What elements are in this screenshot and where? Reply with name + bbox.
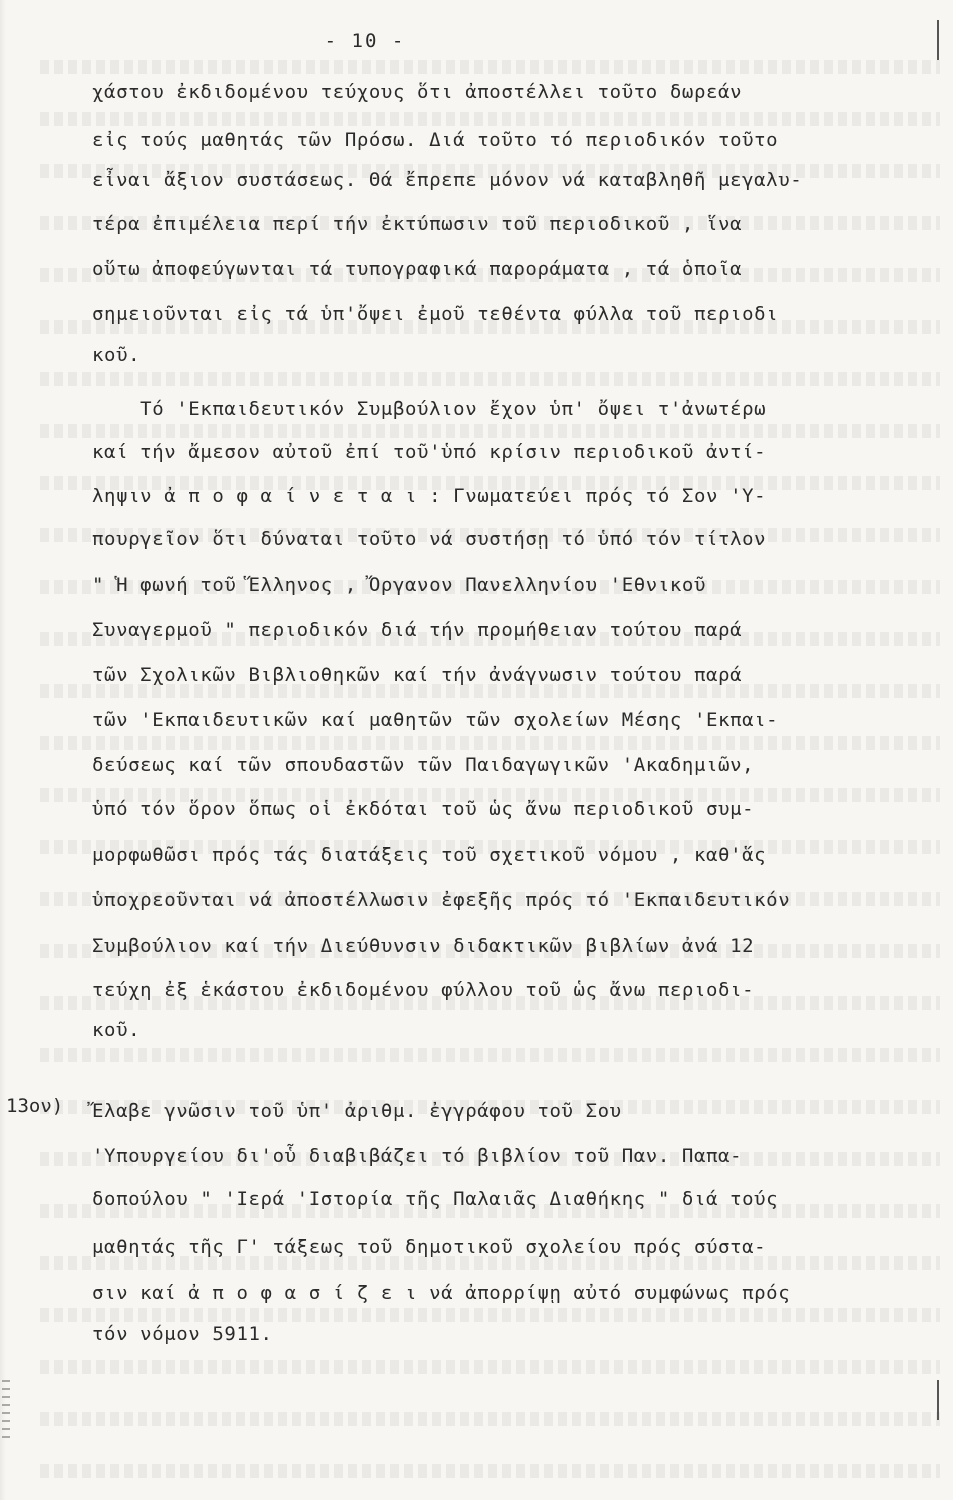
text-line: τέρα ἐπιμέλεια περί τήν ἐκτύπωσιν τοῦ περιοδικοῦ , ἵνα [92, 213, 743, 235]
text-line: οὕτω ἀποφεύγωνται τά τυπογραφικά παροράματα , τά ὁποῖα [92, 258, 743, 280]
text-line: μορφωθῶσι πρός τάς διατάξεις τοῦ σχετικοῦ νόμου , καθ'ἅς [92, 844, 767, 866]
page-number: - 10 - [324, 30, 406, 52]
text-line: καί τήν ἄμεσον αὐτοῦ ἐπί τοῦ'ὑπό κρίσιν περιοδικοῦ ἀντί- [92, 441, 767, 463]
text-line: εἶναι ἄξιον συστάσεως. Θά ἔπρεπε μόνον νά καταβληθῆ μεγαλυ- [92, 169, 803, 191]
text-line: σημειοῦνται εἰς τά ὑπ'ὄψει ἐμοῦ τεθέντα φύλλα τοῦ περιοδι [92, 303, 779, 325]
item-number: 13ον) [6, 1095, 64, 1117]
scan-edge-mark [937, 20, 939, 60]
text-line: εἰς τούς μαθητάς τῶν Πρόσω. Διά τοῦτο τό περιοδικόν τοῦτο [92, 129, 779, 151]
text-line: τῶν Σχολικῶν Βιβλιοθηκῶν καί τήν ἀνάγνωσιν τούτου παρά [92, 664, 743, 686]
text-line: Ἔλαβε γνῶσιν τοῦ ὑπ' ἀριθμ. ἐγγράφου τοῦ Σου [92, 1100, 622, 1122]
text-line: χάστου ἐκδιδομένου τεύχους ὅτι ἀποστέλλει τοῦτο δωρεάν [92, 81, 743, 103]
text-line: δοπούλου " 'Ιερά 'Ιστορία τῆς Παλαιᾶς Διαθήκης " διά τούς [92, 1188, 779, 1210]
text-line: 'Υπουργείου δι'οὗ διαβιβάζει τό βιβλίον τοῦ Παν. Παπα- [92, 1145, 743, 1167]
text-line: ὑποχρεοῦνται νά ἀποστέλλωσιν ἐφεξῆς πρός τό 'Εκπαιδευτικόν [92, 889, 791, 911]
text-line: Τό 'Εκπαιδευτικόν Συμβούλιον ἔχον ὑπ' ὄψει τ'ἀνωτέρω [92, 398, 767, 420]
text-line: τόν νόμον 5911. [92, 1323, 273, 1345]
text-line: ὑπό τόν ὅρον ὅπως οἱ ἐκδόται τοῦ ὡς ἄνω περιοδικοῦ συμ- [92, 798, 755, 820]
text-line: " Ἡ φωνή τοῦ Ἕλληνος , Ὄργανον Πανελληνίου 'Εθνικοῦ [92, 574, 706, 596]
text-line: ληψιν ἀ π ο φ α ί ν ε τ α ι : Γνωματεύει πρός τό Σον 'Υ- [92, 485, 767, 507]
text-line: κοῦ. [92, 344, 141, 366]
scan-edge-mark [937, 1380, 939, 1420]
text-line: δεύσεως καί τῶν σπουδαστῶν τῶν Παιδαγωγικῶν 'Ακαδημιῶν, [92, 754, 755, 776]
text-line: σιν καί ἀ π ο φ α σ ί ζ ε ι νά ἀπορρίψῃ αὐτό συμφώνως πρός [92, 1282, 791, 1304]
text-line: πουργεῖον ὅτι δύναται τοῦτο νά συστήσῃ τό ὑπό τόν τίτλον [92, 528, 767, 550]
text-line: μαθητάς τῆς Γ' τάξεως τοῦ δημοτικοῦ σχολείου πρός σύστα- [92, 1236, 767, 1258]
text-line: τῶν 'Εκπαιδευτικῶν καί μαθητῶν τῶν σχολείων Μέσης 'Εκπαι- [92, 709, 779, 731]
text-line: κοῦ. [92, 1019, 141, 1041]
text-line: Συναγερμοῦ " περιοδικόν διά τήν προμήθειαν τούτου παρά [92, 619, 743, 641]
binding-marks [2, 1380, 10, 1440]
text-line: Συμβούλιον καί τήν Διεύθυνσιν διδακτικῶν βιβλίων ἀνά 12 [92, 935, 755, 957]
text-line: τεύχη ἐξ ἑκάστου ἐκδιδομένου φύλλου τοῦ ὡς ἄνω περιοδι- [92, 979, 755, 1001]
